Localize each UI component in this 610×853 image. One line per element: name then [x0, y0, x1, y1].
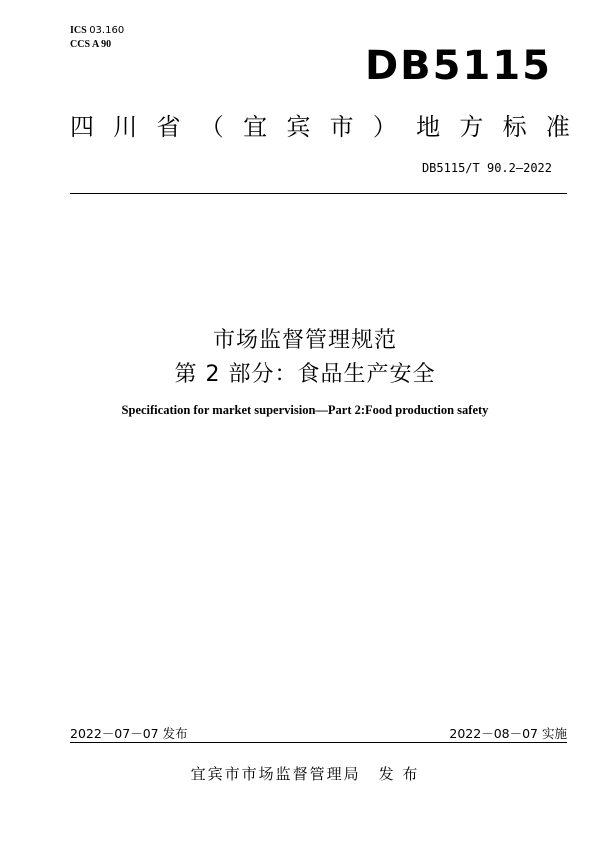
std-class-char: 市	[329, 113, 354, 141]
title-en: Specification for market supervision—Part 2:Food production safety	[121, 403, 489, 417]
standard-number: DB5115/T 90.2—2022	[421, 161, 552, 175]
title-cn-main: 市场监督管理规范	[212, 328, 397, 353]
std-class-char: 方	[459, 113, 484, 141]
classification-codes	[70, 24, 124, 52]
issuer-line	[0, 764, 610, 784]
std-class-char: 四	[70, 113, 94, 141]
issuer-name: 宜宾市市场监督管理局	[190, 765, 361, 783]
std-class-char: 地	[416, 113, 441, 141]
ccs-line	[70, 38, 124, 52]
ccs-code: A 90	[91, 39, 112, 50]
publish-date: 2022－07－07 发布	[70, 726, 188, 741]
implement-date: 2022－08－07 实施	[449, 726, 567, 741]
ccs-label: CCS	[70, 39, 91, 50]
std-class-char: 川	[113, 113, 138, 141]
ics-label: ICS	[70, 25, 87, 36]
std-class-char: 省	[156, 113, 181, 141]
top-divider	[70, 193, 567, 194]
db-code-mark: DB5115	[364, 43, 552, 89]
bottom-divider	[70, 742, 567, 743]
std-class-char: 宜	[243, 113, 268, 141]
title-cn-part: 第 2 部分：食品生产安全	[174, 362, 436, 387]
std-class-char: 宾	[286, 113, 311, 141]
standard-class-heading	[70, 112, 570, 142]
std-class-char: 标	[502, 113, 527, 141]
ics-code: 03.160	[89, 25, 125, 36]
std-class-char: （	[199, 113, 224, 141]
std-class-char: ）	[372, 113, 397, 141]
issuer-action: 发 布	[378, 765, 420, 783]
ics-line	[70, 24, 124, 38]
std-class-char: 准	[545, 113, 570, 141]
